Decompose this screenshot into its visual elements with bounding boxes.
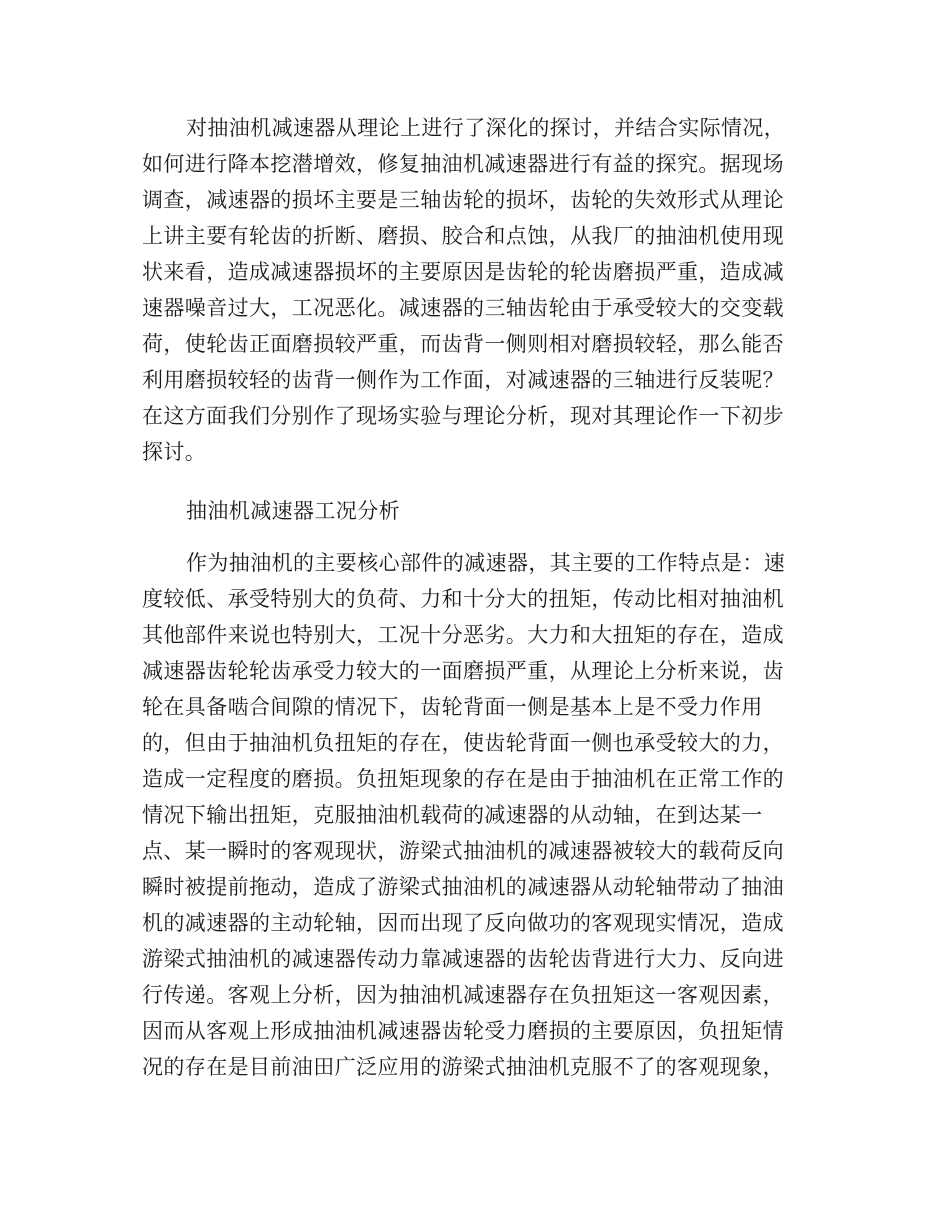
text-line: 作为抽油机的主要核心部件的减速器，其主要的工作特点是：速: [186, 551, 786, 575]
text-line: 其他部件来说也特别大，工况十分恶劣。大力和大扭矩的存在，造成: [142, 623, 784, 647]
text-line: 机的减速器的主动轮轴，因而出现了反向做功的客观现实情况，造成: [142, 911, 784, 935]
text-line: 状来看，造成减速器损坏的主要原因是齿轮的轮齿磨损严重，造成减: [142, 260, 784, 284]
text-line: 荷，使轮齿正面磨损较严重，而齿背一侧则相对磨损较轻，那么能否: [142, 332, 784, 356]
text-line: 在这方面我们分别作了现场实验与理论分析，现对其理论作一下初步: [142, 404, 784, 428]
text-line: 点、某一瞬时的客观现状，游梁式抽油机的减速器被较大的载荷反向: [142, 839, 784, 863]
text-line: 因而从客观上形成抽油机减速器齿轮受力磨损的主要原因，负扭矩情: [142, 1019, 784, 1043]
text-line: 度较低、承受特别大的负荷、力和十分大的扭矩，传动比相对抽油机: [142, 587, 784, 611]
text-line: 造成一定程度的磨损。负扭矩现象的存在是由于抽油机在正常工作的: [142, 767, 784, 791]
text-line: 情况下输出扭矩，克服抽油机载荷的减速器的从动轴，在到达某一: [142, 803, 763, 827]
text-line: 上讲主要有轮齿的折断、磨损、胶合和点蚀，从我厂的抽油机使用现: [142, 224, 784, 248]
text-line: 如何进行降本挖潜增效，修复抽油机减速器进行有益的探究。据现场: [142, 152, 784, 176]
text-line: 对抽油机减速器从理论上进行了深化的探讨，并结合实际情况，: [186, 116, 786, 140]
text-line: 况的存在是目前油田广泛应用的游梁式抽油机克服不了的客观现象，: [142, 1055, 784, 1079]
text-line: 调查，减速器的损坏主要是三轴齿轮的损坏，齿轮的失效形式从理论: [142, 188, 784, 212]
text-line: 减速器齿轮轮齿承受力较大的一面磨损严重，从理论上分析来说，齿: [142, 659, 784, 683]
text-line: 利用磨损较轻的齿背一侧作为工作面，对减速器的三轴进行反装呢？: [142, 368, 784, 392]
text-line: 的，但由于抽油机负扭矩的存在，使齿轮背面一侧也承受较大的力，: [142, 731, 784, 755]
text-line: 轮在具备啮合间隙的情况下，齿轮背面一侧是基本上是不受力作用: [142, 695, 763, 719]
text-line: 游梁式抽油机的减速器传动力靠减速器的齿轮齿背进行大力、反向进: [142, 947, 784, 971]
text-line: 探讨。: [142, 440, 207, 464]
text-line: 瞬时被提前拖动，造成了游梁式抽油机的减速器从动轮轴带动了抽油: [142, 875, 784, 899]
text-line: 行传递。客观上分析，因为抽油机减速器存在负扭矩这一客观因素，: [142, 983, 784, 1007]
heading-text: 抽油机减速器工况分析: [186, 499, 400, 523]
text-line: 速器噪音过大，工况恶化。减速器的三轴齿轮由于承受较大的交变载: [142, 296, 784, 320]
